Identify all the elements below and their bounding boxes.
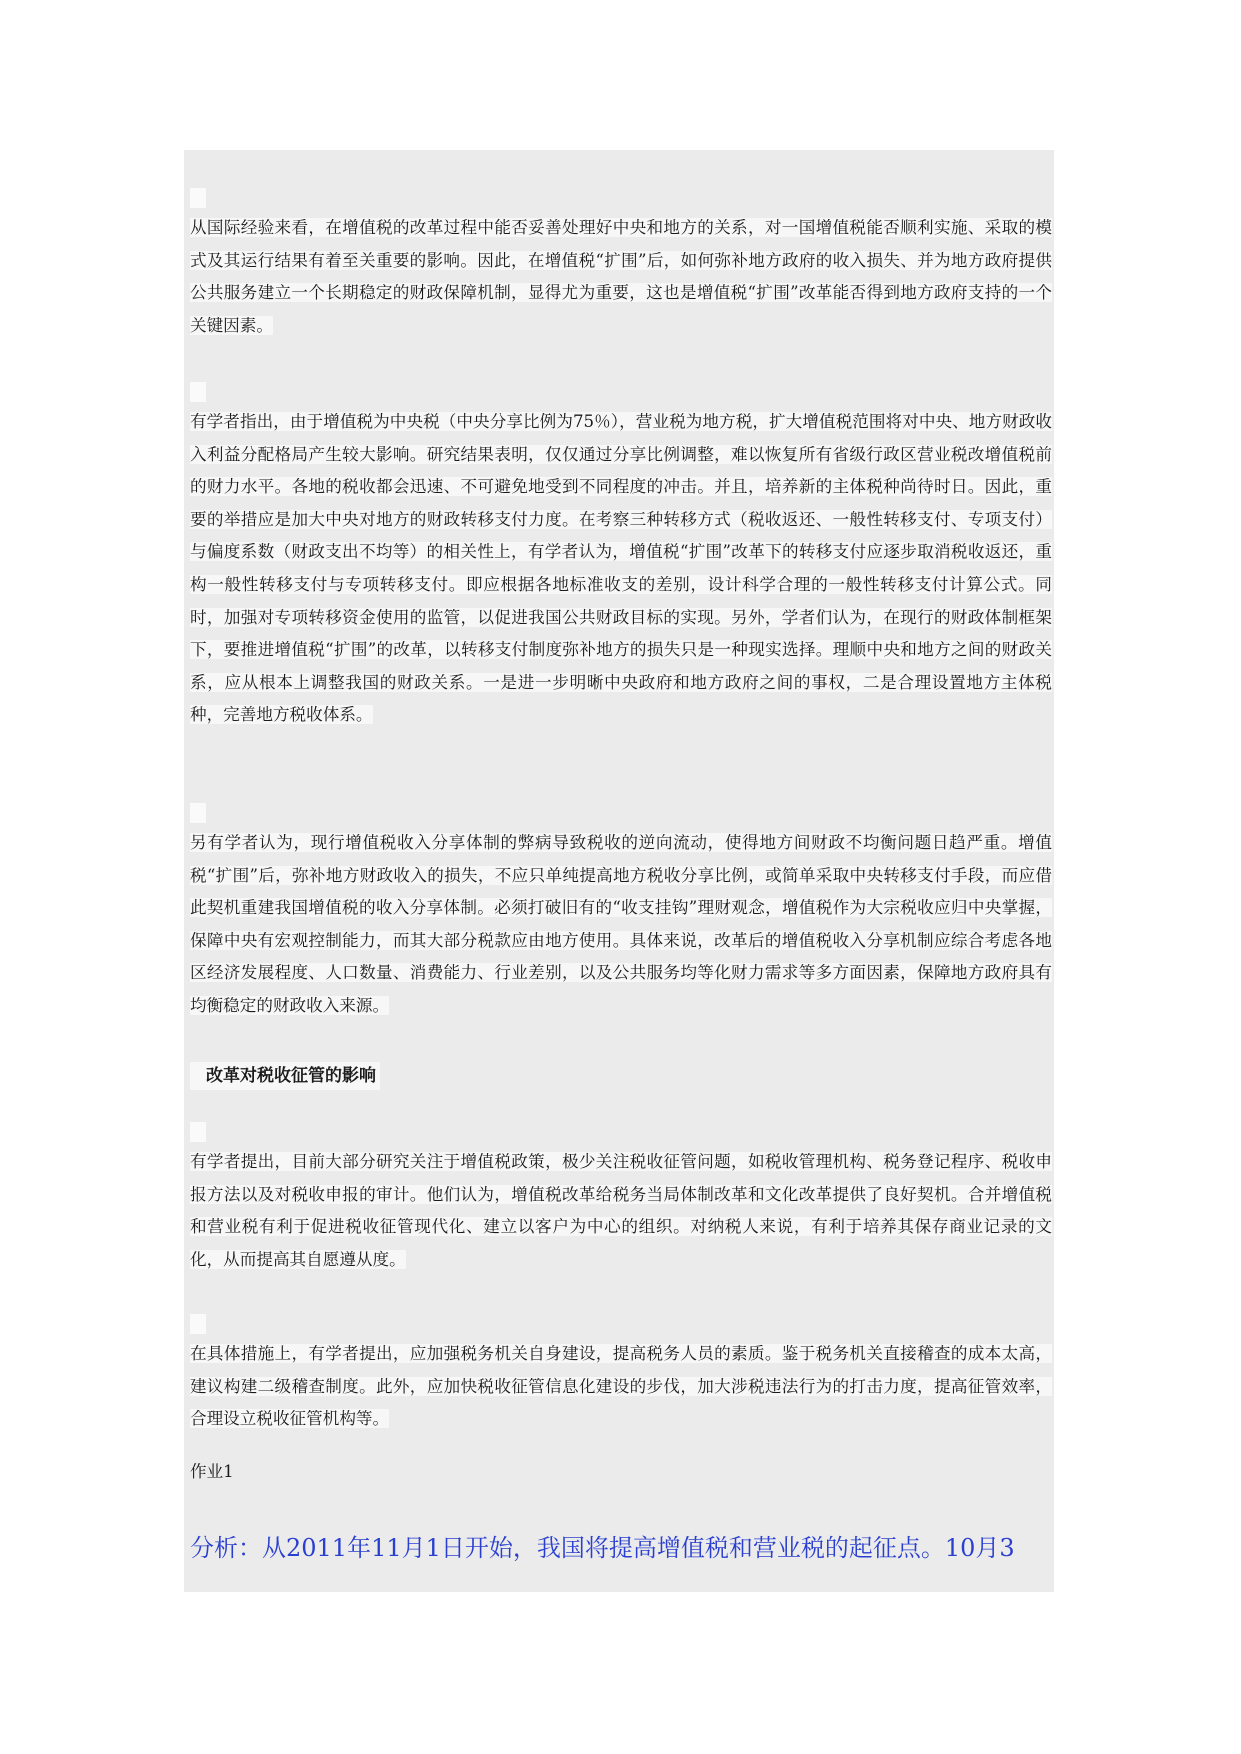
section-heading: 改革对税收征管的影响: [190, 1062, 380, 1090]
paragraph-text: 有学者指出，由于增值税为中央税（中央分享比例为75％），营业税为地方税，扩大增值税范围将对中央、地方财政收入利益分配格局产生较大影响。研究结果表明，仅仅通过分享比例调整，难以恢复所有省级行政区营业税改增值税前的财力水平。各地的税收都会迅速、不可避免地受到不同程度的冲击。并且，培养新的主体税种尚待时日。因此，重要的举措应是加大中央对地方的财政转移支付力度。在考察三种转移方式（税收返还、一般性转移支付、专项支付）与偏度系数（财政支出不均等）的相关性上，有学者认为，增值税“扩围”改革下的转移支付应逐步取消税收返还，重构一般性转移支付与专项转移支付。即应根据各地标准收支的差别，设计科学合理的一般性转移支付计算公式。同时，加强对专项转移资金使用的监管，以促进我国公共财政目标的实现。另外，学者们认为，在现行的财政体制框架下，要推进增值税“扩围”的改革，以转移支付制度弥补地方的损失只是一种现实选择。理顺中央和地方之间的财政关系，应从根本上调整我国的财政关系。一是进一步明晰中央政府和地方政府之间的事权，二是合理设置地方主体税种，完善地方税收体系。: [190, 412, 1052, 725]
homework-label: 作业1: [190, 1462, 234, 1481]
paragraph-transfer-payment: [190, 406, 1052, 732]
paragraph-text: 另有学者认为，现行增值税收入分享体制的弊病导致税收的逆向流动，使得地方间财政不均衡问题日趋严重。增值税“扩围”后，弥补地方财政收入的损失，不应只单纯提高地方税收分享比例，或简单采取中央转移支付手段，而应借此契机重建我国增值税的收入分享体制。必须打破旧有的“收支挂钩”理财观念，增值税作为大宗税收应归中央掌握，保障中央有宏观控制能力，而其大部分税款应由地方使用。具体来说，改革后的增值税收入分享机制应综合考虑各地区经济发展程度、人口数量、消费能力、行业差别，以及公共服务均等化财力需求等多方面因素，保障地方政府具有均衡稳定的财政收入来源。: [190, 833, 1052, 1015]
paragraph-tax-administration: [190, 1146, 1052, 1276]
analysis-text: 分析：从2011年11月1日开始，我国将提高增值税和营业税的起征点。10月3: [190, 1534, 1015, 1562]
paragraph-specific-measures: [190, 1338, 1052, 1436]
paragraph-marker: [190, 382, 206, 402]
paragraph-marker: [190, 188, 206, 208]
paragraph-revenue-sharing: [190, 827, 1052, 1023]
paragraph-marker: [190, 1122, 206, 1142]
paragraph-marker: [190, 803, 206, 823]
paragraph-text: 有学者提出，目前大部分研究关注于增值税政策，极少关注税收征管问题，如税收管理机构、税务登记程序、税收申报方法以及对税收申报的审计。他们认为，增值税改革给税务当局体制改革和文化改革提供了良好契机。合并增值税和营业税有利于促进税收征管现代化、建立以客户为中心的组织。对纳税人来说，有利于培养其保存商业记录的文化，从而提高其自愿遵从度。: [190, 1152, 1052, 1269]
paragraph-text: 在具体措施上，有学者提出，应加强税务机关自身建设，提高税务人员的素质。鉴于税务机关直接稽查的成本太高，建议构建二级稽查制度。此外，应加快税收征管信息化建设的步伐，加大涉税违法行为的打击力度，提高征管效率，合理设立税收征管机构等。: [190, 1344, 1052, 1429]
paragraph-international-experience: [190, 212, 1052, 342]
paragraph-text: 从国际经验来看，在增值税的改革过程中能否妥善处理好中央和地方的关系，对一国增值税能否顺利实施、采取的模式及其运行结果有着至关重要的影响。因此，在增值税“扩围”后，如何弥补地方政府的收入损失、并为地方政府提供公共服务建立一个长期稳定的财政保障机制，显得尤为重要，这也是增值税“扩围”改革能否得到地方政府支持的一个关键因素。: [190, 218, 1052, 335]
paragraph-marker: [190, 1314, 206, 1334]
